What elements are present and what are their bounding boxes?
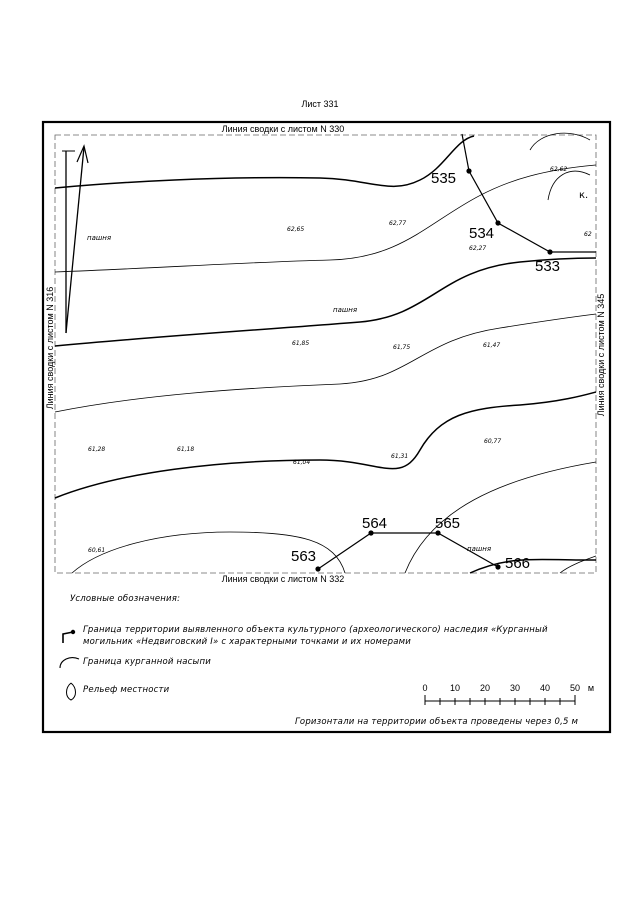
- elevation-mark: 61,47: [483, 342, 501, 349]
- legend-item-relief: Рельеф местности: [83, 685, 170, 695]
- land-label: пашня: [87, 234, 112, 242]
- boundary-point: [495, 220, 500, 225]
- contour-line: [55, 258, 596, 346]
- scale-tick-label: 50: [569, 683, 581, 693]
- edge-label-top: Линия сводки с листом N 330: [221, 124, 345, 134]
- elevation-mark: 61,31: [391, 453, 409, 460]
- point-label-565: 565: [435, 515, 461, 532]
- boundary-symbol-icon: [63, 632, 73, 643]
- contour-line: [55, 136, 474, 188]
- elevation-mark: 62,62: [550, 166, 568, 173]
- scale-tick-label: 20: [479, 683, 491, 693]
- land-label: к.: [579, 190, 589, 201]
- contour-interval-note: Горизонтали на территории объекта проведены через 0,5 м: [295, 717, 579, 727]
- legend-item-kurgan: Граница курганной насыпи: [83, 657, 211, 667]
- legend-item-boundary-line1: Граница территории выявленного объекта культурного (археологического) наследия «Курганный: [83, 625, 548, 635]
- elevation-mark: 61,28: [88, 446, 106, 453]
- scale-tick-label: 10: [449, 683, 461, 693]
- elevation-mark: 61,75: [393, 344, 411, 351]
- edge-label-left: Линия сводки с листом N 316: [45, 286, 55, 410]
- sheet-title: Лист 331: [301, 99, 339, 109]
- boundary-point: [495, 564, 500, 569]
- elevation-mark: 61,04: [293, 459, 311, 466]
- land-label: пашня: [467, 545, 492, 553]
- contour-line: [55, 165, 596, 272]
- north-arrow: [62, 146, 88, 333]
- point-label-533: 533: [535, 258, 561, 275]
- scale-tick-label: 40: [539, 683, 551, 693]
- elevation-mark: 62,77: [389, 220, 407, 227]
- relief-symbol-icon: [67, 683, 76, 700]
- contour-line: [405, 462, 596, 573]
- elevation-mark: 60,77: [484, 438, 502, 445]
- point-label-535: 535: [431, 170, 457, 187]
- contour-lines: [55, 136, 596, 573]
- elevation-mark: 62,65: [287, 226, 305, 233]
- point-label-563: 563: [291, 548, 317, 565]
- scale-tick-label: 0: [422, 683, 428, 693]
- legend-item-boundary-line2: могильник «Недвиговский I» с характерными точками и их номерами: [83, 637, 411, 647]
- legend-symbols: [60, 630, 79, 700]
- edge-label-right: Линия сводки с листом N 345: [596, 293, 606, 417]
- point-label-566: 566: [505, 555, 531, 572]
- boundary-point: [315, 566, 320, 571]
- elevation-mark: 60,61: [88, 547, 106, 554]
- scale-unit: м: [587, 683, 595, 693]
- edge-label-bottom: Линия сводки с листом N 332: [221, 574, 345, 584]
- contour-line: [560, 556, 596, 573]
- elevation-mark: 62: [584, 231, 592, 238]
- elevation-mark: 61,85: [292, 340, 310, 347]
- point-label-564: 564: [362, 515, 388, 532]
- boundary-point: [547, 249, 552, 254]
- scale-tick-label: 30: [509, 683, 521, 693]
- elevation-mark: 62,27: [469, 245, 487, 252]
- kurgan-symbol-icon: [60, 658, 79, 668]
- elevation-mark: 61,18: [177, 446, 195, 453]
- point-label-534: 534: [469, 225, 495, 242]
- land-label: пашня: [333, 306, 358, 314]
- map-frame: [55, 135, 596, 573]
- legend-title: Условные обозначения:: [70, 594, 181, 604]
- scale-bar: [425, 695, 575, 705]
- contour-line: [55, 314, 596, 412]
- boundary-point: [466, 168, 471, 173]
